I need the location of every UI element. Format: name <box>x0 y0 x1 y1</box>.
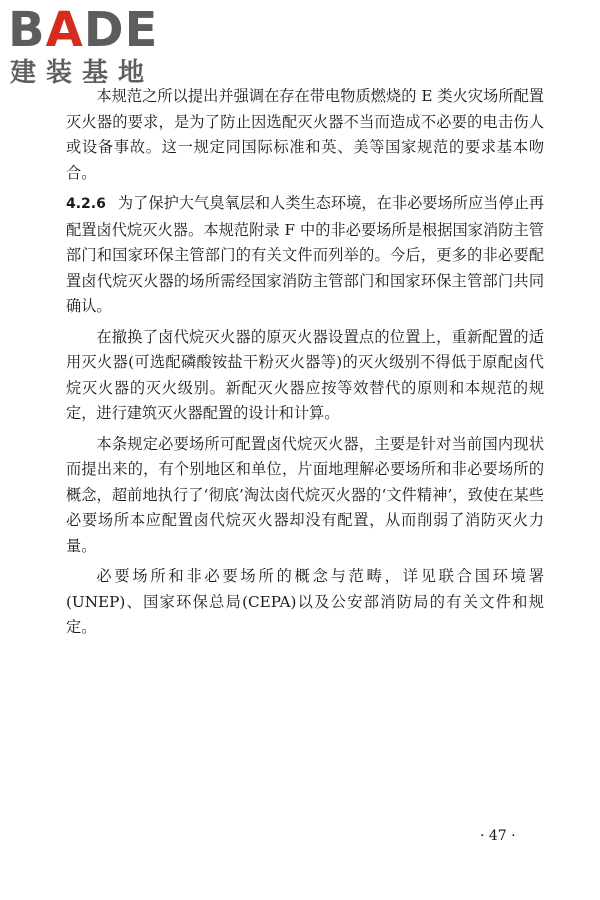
logo-letters-de: DE <box>83 2 159 58</box>
clause-number: 4.2.6 <box>66 196 106 212</box>
page-number: · 47 · <box>480 828 516 844</box>
clause-4-2-6 <box>66 191 544 320</box>
logo-subtitle: 建装基地 <box>10 58 155 88</box>
document-body <box>66 84 544 646</box>
paragraph-e-class-fire: 本规范之所以提出并强调在存在带电物质燃烧的 E 类火灾场所配置灭火器的要求，是为了防止因选配灭火器不当而造成不必要的电击伤人或设备事故。这一规定同国际标准和英、美等国家规范的要求基本吻合。 <box>66 87 544 182</box>
logo-letter-b: B <box>8 2 46 58</box>
paragraph-concepts: 必要场所和非必要场所的概念与范畴，详见联合国环境署(UNEP)、国家环保总局(CEPA)以及公安部消防局的有关文件和规定。 <box>66 567 544 636</box>
logo-wordmark <box>8 4 158 56</box>
paragraph-replacement: 在撤换了卤代烷灭火器的原灭火器设置点的位置上，重新配置的适用灭火器(可选配磷酸铵盐干粉灭火器等)的灭火级别不得低于原配卤代烷灭火器的灭火级别。新配灭火器应按等效替代的原则和本规范的规定，进行建筑灭火器配置的设计和计算。 <box>66 327 544 422</box>
clause-text: 为了保护大气臭氧层和人类生态环境，在非必要场所应当停止再配置卤代烷灭火器。本规范附录 F 中的非必要场所是根据国家消防主管部门和国家环保主管部门的有关文件而列举的。今后，更多的非必要配置卤代烷灭火器的场所需经国家消防主管部门和国家环保主管部门共同确认。 <box>66 194 544 315</box>
paragraph-necessary-places: 本条规定必要场所可配置卤代烷灭火器，主要是针对当前国内现状而提出来的，有个别地区和单位，片面地理解必要场所和非必要场所的概念，超前地执行了‘彻底’淘汰卤代烷灭火器的‘文件精神’，致使在某些必要场所本应配置卤代烷灭火器却没有配置，从而削弱了消防灭火力量。 <box>66 434 544 555</box>
logo-letter-a: A <box>45 2 84 58</box>
brand-logo <box>8 4 178 90</box>
